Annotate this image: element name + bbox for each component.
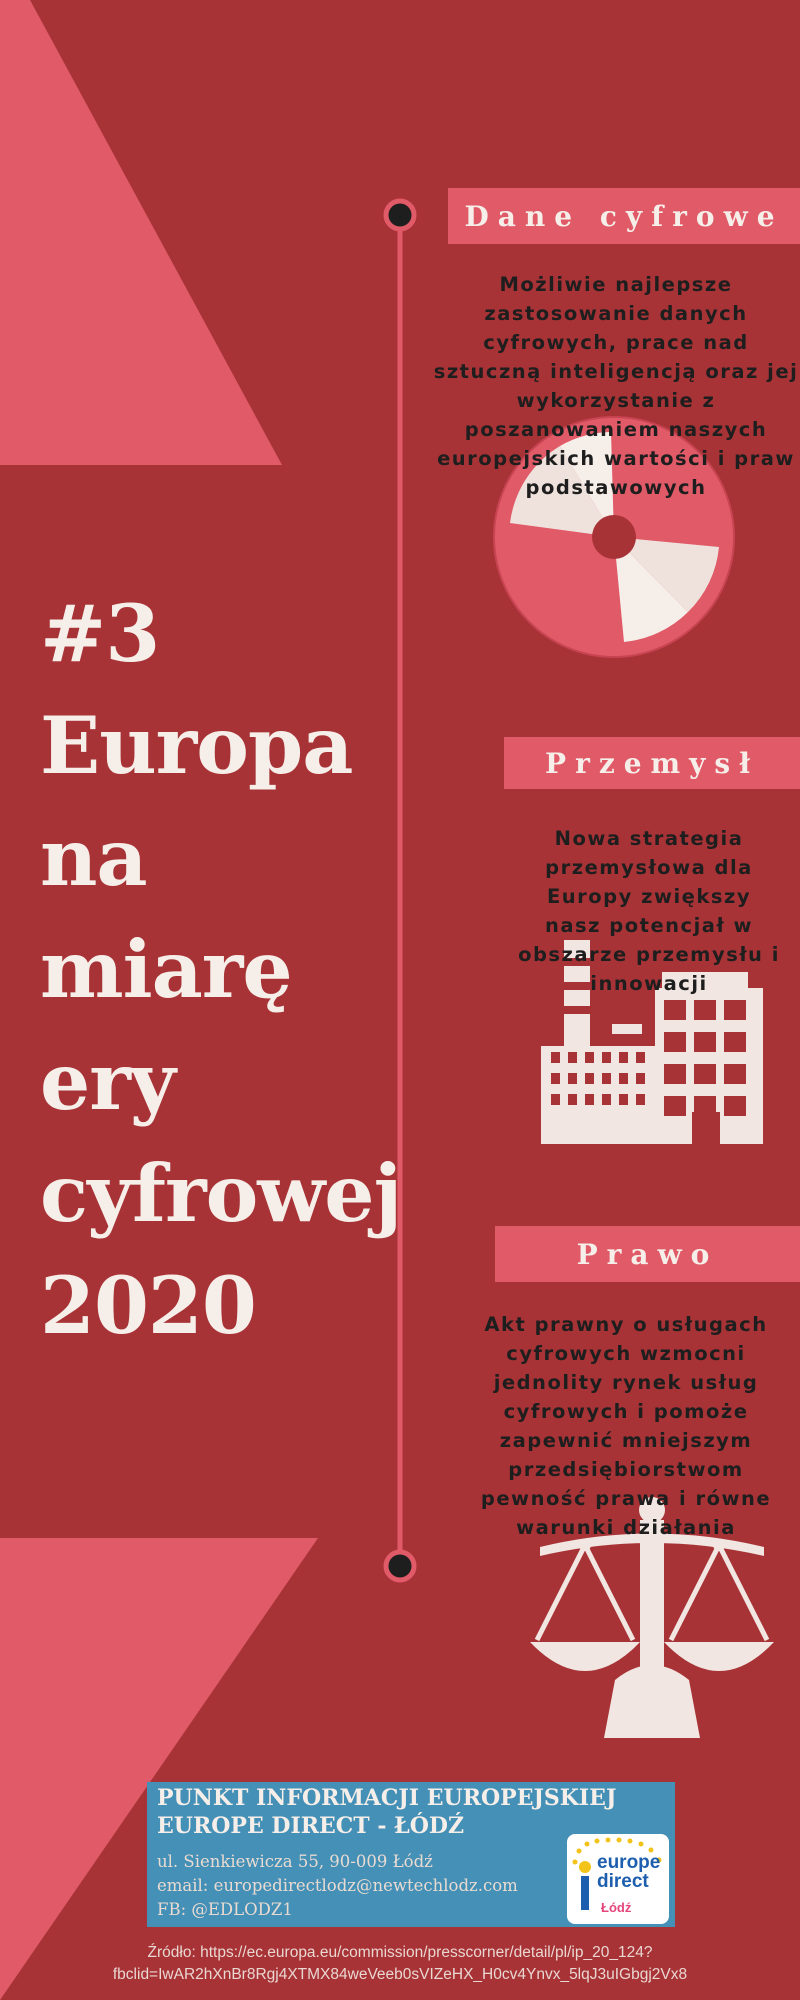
section-heading-przemysl: Przemysł — [504, 737, 800, 789]
logo-text-europe: europe — [597, 1852, 661, 1873]
source-line-1[interactable]: Źródło: https://ec.europa.eu/commission/presscorner/detail/pl/ip_20_124? — [147, 1944, 653, 1961]
section-text-prawo: Akt prawny o usługach cyfrowych wzmocni jednolity rynek usług cyfrowych i pomoże zapewnić mniejszym przedsiębiorstwom pewność prawa i równe warunki działania — [480, 1313, 772, 1539]
title-line: ery — [40, 1035, 175, 1128]
section-text-dane-cyfrowe: Możliwie najlepsze zastosowanie danych cyfrowych, prace nad sztuczną inteligencją oraz jej wykorzystanie z poszanowaniem naszych europejskich wartości i praw podstawowych — [433, 273, 799, 499]
source-line-2[interactable]: fbclid=IwAR2hXnBr8Rgj4XTMX84weVeeb0sVIZeHX_H0cv4Ynvx_5lqJ3uIGbgj2Vx8 — [112, 1966, 688, 1983]
source-citation — [0, 1942, 800, 1986]
title-line: na — [40, 811, 147, 904]
title-line: miarę — [40, 923, 292, 1016]
section-text-przemysl: Nowa strategia przemysłowa dla Europy zwiększy nasz potencjał w obszarze przemysłu i innowacji — [518, 827, 780, 995]
info-box-address: ul. Sienkiewicza 55, 90-009 Łódź — [157, 1852, 433, 1871]
title-line: Europa — [40, 699, 353, 792]
timeline-bottom-node — [386, 1552, 414, 1580]
section-heading-dane-cyfrowe: Dane cyfrowe — [448, 188, 800, 244]
title-line: 2020 — [40, 1259, 256, 1352]
info-box-title-line2: EUROPE DIRECT - ŁÓDŹ — [157, 1813, 465, 1839]
title-line: cyfrowej — [40, 1147, 402, 1240]
main-title — [40, 578, 402, 1362]
logo-text-city: Łódź — [601, 1900, 632, 1915]
bottom-left-triangle-decoration — [0, 1538, 318, 2000]
info-box-facebook[interactable]: FB: @EDLODZ1 — [157, 1900, 293, 1919]
europe-direct-info-box — [147, 1782, 675, 1927]
title-line: #3 — [40, 587, 160, 680]
logo-text-direct: direct — [597, 1871, 649, 1892]
info-box-title-line1: PUNKT INFORMACJI EUROPEJSKIEJ — [157, 1785, 617, 1811]
timeline-top-node — [386, 201, 414, 229]
info-box-email[interactable]: email: europedirectlodz@newtechlodz.com — [157, 1876, 518, 1895]
europe-direct-logo — [567, 1834, 669, 1924]
section-heading-prawo: Prawo — [495, 1226, 800, 1282]
